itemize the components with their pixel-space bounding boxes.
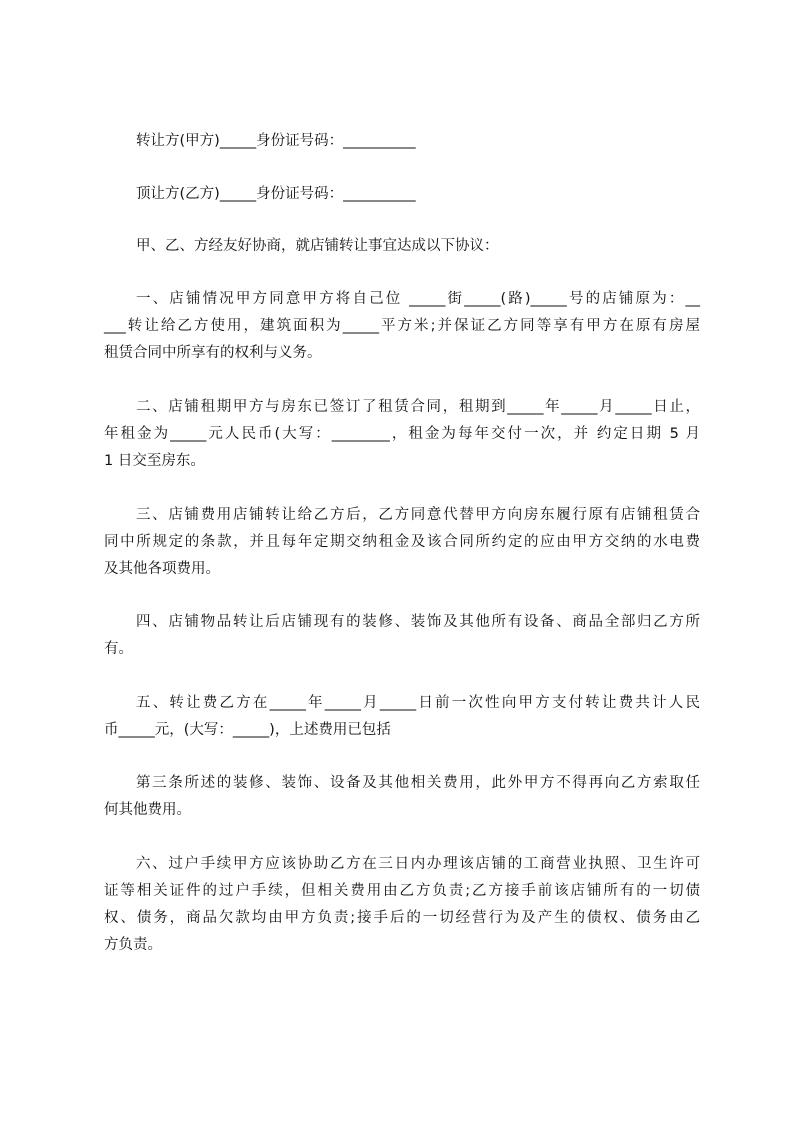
text-line: 甲、乙、方经友好协商，就店铺转让事宜达成以下协议： [136,238,499,254]
transferee-line [104,181,700,208]
clause-4-shop-items [104,609,700,663]
text-line: 五、转让费乙方在_____年_____月_____日前一次性向甲方支付转让费共计人民 [136,695,700,711]
text-line: 有。 [104,641,133,657]
intro-paragraph [104,233,700,260]
text-line: 权、债务，商品欠款均由甲方负责;接手后的一切经营行为及产生的债权、债务由乙 [104,910,700,926]
text-line: 1 日交至房东。 [104,453,205,469]
text-line: 六、过户手续甲方应该协助乙方在三日内办理该店铺的工商营业执照、卫生许可 [136,856,700,872]
text-line: 何其他费用。 [104,802,191,818]
clause-3-shop-fees [104,502,700,583]
text-line: 三、店铺费用店铺转让给乙方后，乙方同意代替甲方向房东履行原有店铺租赁合 [136,507,700,523]
clause-5-transfer-fee [104,690,700,744]
text-line: 第三条所述的装修、装饰、设备及其他相关费用，此外甲方不得再向乙方索取任 [136,775,700,791]
text-line: 二、店铺租期甲方与房东已签订了租赁合同，租期到_____年_____月_____日止， [136,399,700,415]
text-line: 同中所规定的条款，并且每年定期交纳租金及该合同所约定的应由甲方交纳的水电费 [104,534,700,550]
clause-6-transfer-procedures [104,851,700,959]
text-line: 方负责。 [104,937,162,953]
text-line: ___转让给乙方使用，建筑面积为_____平方米;并保证乙方同等享有甲方在原有房屋 [104,318,700,334]
text-line: 币_____元，(大写：_____)，上述费用已包括 [104,722,391,738]
text-line: 年租金为_____元人民币(大写：________，租金为每年交付一次，并 约定日期 5 月 [104,426,700,442]
text-line: 租赁合同中所享有的权利与义务。 [104,345,322,361]
clause-2-lease-term [104,394,700,475]
text-line: 顶让方(乙方)_____身份证号码：__________ [136,186,416,202]
clause-1-shop-info [104,286,700,367]
clause-5-continuation [104,770,700,824]
text-line: 四、店铺物品转让后店铺现有的装修、装饰及其他所有设备、商品全部归乙方所 [136,614,700,630]
text-line: 一、店铺情况甲方同意甲方将自己位 _____街_____(路)_____号的店铺原为：__ [136,291,700,307]
text-line: 转让方(甲方)_____身份证号码：__________ [136,133,416,149]
text-line: 及其他各项费用。 [104,561,220,577]
transferor-line [104,128,700,155]
text-line: 证等相关证件的过户手续，但相关费用由乙方负责;乙方接手前该店铺所有的一切债 [104,883,700,899]
